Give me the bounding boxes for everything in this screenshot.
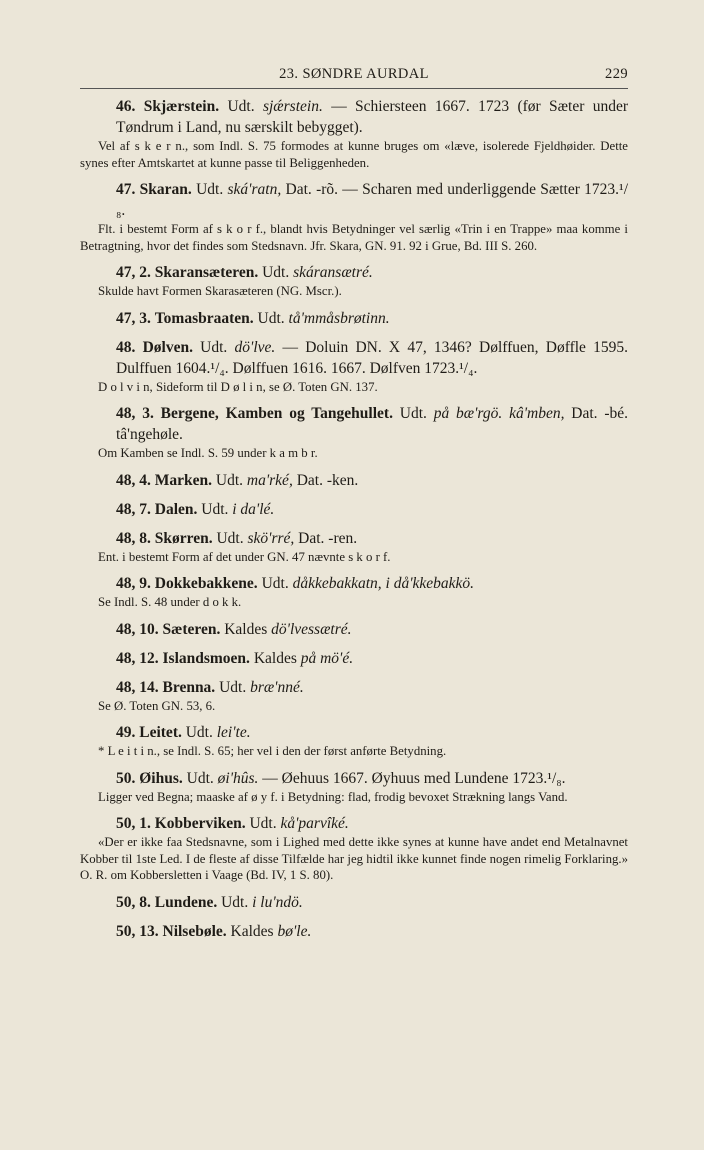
note-48-8: Ent. i bestemt Form af det under GN. 47 nævnte s k o r f. bbox=[98, 549, 391, 564]
entry-47-3: 47, 3. Tomasbraaten. Udt. tå'mmåsbrøtinn. bbox=[116, 309, 390, 327]
entry-48-7: 48, 7. Dalen. Udt. i da'lé. bbox=[116, 500, 275, 518]
chapter-title: 23. SØNDRE AURDAL bbox=[279, 66, 429, 82]
entry-49: 49. Leitet. Udt. lei'te. bbox=[116, 724, 251, 741]
entry-48-8: 48, 8. Skørren. Udt. skö'rré, Dat. -ren. bbox=[116, 529, 358, 547]
entry-50: 50. Øihus. Udt. øi'hûs. — Øehuus 1667. Øyhuus med Lundene 1723.¹/₈. bbox=[116, 769, 566, 787]
running-header bbox=[80, 66, 628, 88]
entry-48-3: 48, 3. Bergene, Kamben og Tangehullet. Udt. på bæ'rgö. kâ'mben, Dat. -bé. tâ'ngehøle. bbox=[116, 405, 629, 443]
note-47-2: Skulde havt Formen Skarasæteren (NG. Mscr.). bbox=[98, 284, 342, 298]
entry-48-12: 48, 12. Islandsmoen. Kaldes på mö'é. bbox=[116, 649, 354, 667]
note-48: D o l v i n, Sideform til D ø l i n, se Ø. Toten GN. 137. bbox=[98, 379, 378, 394]
entry-48-9: 48, 9. Dokkebakkene. Udt. dåkkebakkatn, i då'kkebakkö. bbox=[116, 575, 475, 592]
note-50: Ligger ved Begna; maaske af ø y f. i Betydning: flad, frodig bevoxet Strækning langs Vand. bbox=[98, 789, 568, 804]
note-50-1: «Der er ikke faa Stedsnavne, som i Lighed med dette ikke synes at kunne have andet end Metalnavnet Kobber til 1ste Led. I de fleste af disse Tilfælde har jeg hidtil ikke kunnet finde nogen rimelig Forklaring.» O. R. om Kobbersletten i Vaage (Bd. IV, 1 S. 80). bbox=[80, 835, 628, 882]
header-rule bbox=[80, 88, 628, 89]
entry-50-8: 50, 8. Lundene. Udt. i lu'ndö. bbox=[116, 893, 303, 911]
entry-48-4: 48, 4. Marken. Udt. ma'rké, Dat. -ken. bbox=[116, 471, 359, 489]
entry-50-1: 50, 1. Kobberviken. Udt. kå'parvîké. bbox=[116, 815, 349, 832]
entry-48-10: 48, 10. Sæteren. Kaldes dö'lvessætré. bbox=[116, 620, 352, 638]
note-48-14: Se Ø. Toten GN. 53, 6. bbox=[98, 698, 216, 713]
entry-48-14: 48, 14. Brenna. Udt. bræ'nné. bbox=[116, 678, 304, 696]
entry-48: 48. Dølven. Udt. dö'lve. — Doluin DN. X 47, 1346? Dølffuen, Døffle 1595. Dulffuen 1604.¹/₄. Dølffuen 1616. 1667. Dølfven 1723.¹/₄. bbox=[116, 338, 629, 377]
page-body bbox=[80, 96, 628, 942]
entry-47-2: 47, 2. Skaransæteren. Udt. skáransætré. bbox=[116, 264, 373, 281]
note-48-3: Om Kamben se Indl. S. 59 under k a m b r. bbox=[98, 446, 318, 460]
entry-47: 47. Skaran. Udt. ská'ratn, Dat. -rõ. — Scharen med underliggende Sætter 1723.¹/₈. bbox=[116, 181, 628, 219]
note-49: * L e i t i n., se Indl. S. 65; her vel i den der først anførte Betydning. bbox=[98, 744, 447, 758]
entry-46: 46. Skjærstein. Udt. sjǽrstein. — Schiersteen 1667. 1723 (før Sæter under Tøndrum i Land, nu særskilt bebygget). bbox=[116, 98, 629, 136]
entry-50-13: 50, 13. Nilsebøle. Kaldes bø'le. bbox=[116, 922, 312, 940]
note-47: Flt. i bestemt Form af s k o r f., blandt hvis Betydninger vel særlig «Trin i en Trappe» maa komme i Betragtning, hvor det findes som Stedsnavn. Jfr. Skara, GN. 91. 92 i Grue, Bd. III S. 260. bbox=[80, 222, 628, 253]
note-48-9: Se Indl. S. 48 under d o k k. bbox=[98, 595, 242, 609]
note-46: Vel af s k e r n., som Indl. S. 75 formodes at kunne bruges om «læve, isolerede Fjeldhøider. Dette synes efter Amtskartet at kunne passe til Beliggenheden. bbox=[80, 139, 628, 170]
page-number: 229 bbox=[605, 66, 628, 82]
